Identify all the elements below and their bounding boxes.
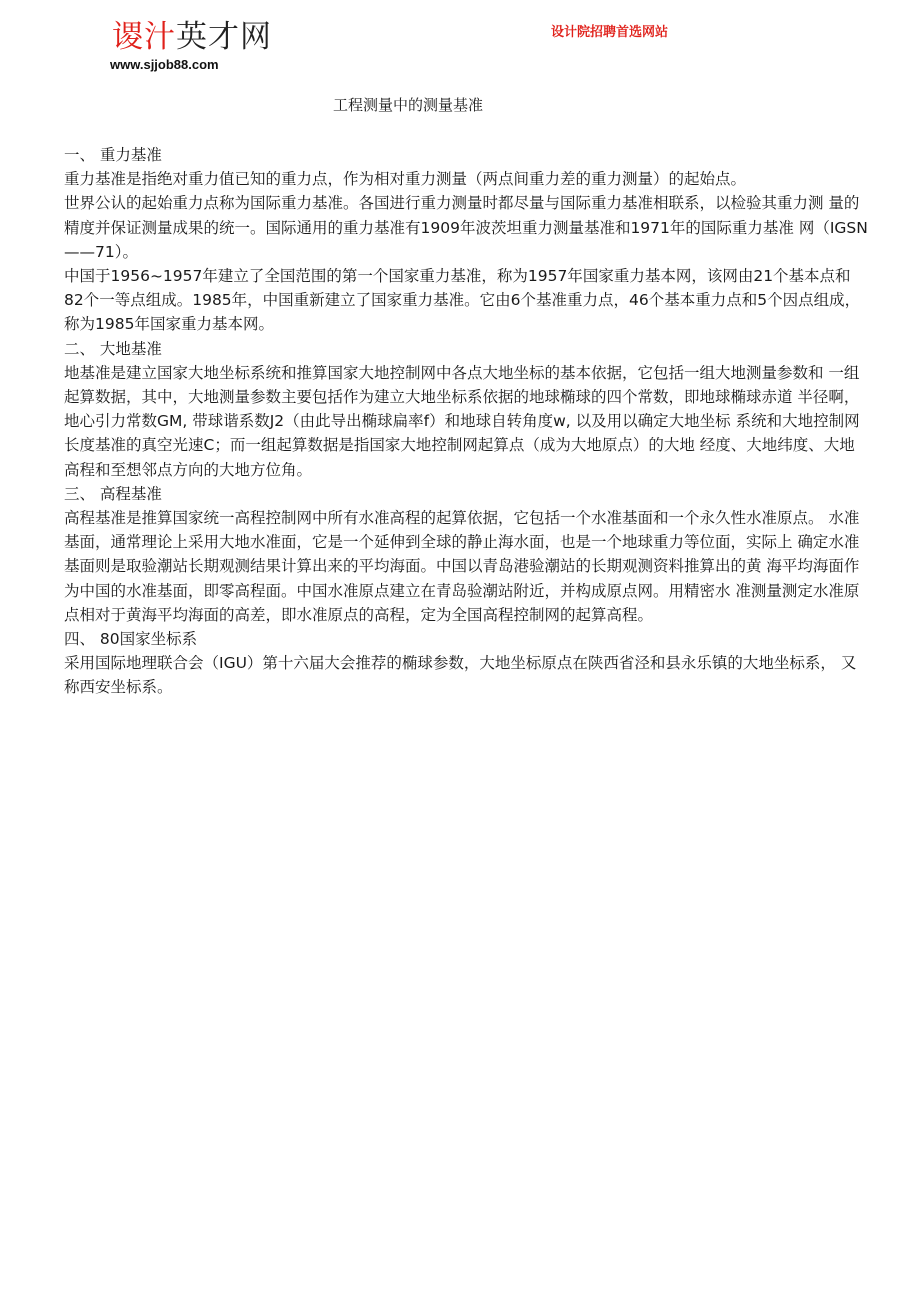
paragraph: 采用国际地理联合会（IGU）第十六届大会推荐的椭球参数，大地坐标原点在陕西省泾和县永乐镇的大地坐标系， 又称西安坐标系。 (64, 654, 857, 697)
document-body (64, 143, 870, 700)
section-heading-coordinate-system: 四、 80国家坐标系 (64, 630, 198, 649)
logo-dark-text: 英才网 (176, 19, 272, 55)
site-logo[interactable] (112, 18, 272, 56)
paragraph: 地基准是建立国家大地坐标系统和推算国家大地控制网中各点大地坐标的基本依据，它包括一组大地测量参数和 一组起算数据，其中，大地测量参数主要包括作为建立大地坐标系依据的地球椭球的四个常数，即地球椭球赤道 半径啊，地心引力常数GM, 带球谐系数J2（由此导出椭球扁率f）和地球自转角度w, 以及用以确定大地坐标 系统和大地控制网长度基准的真空光速C；而一组起算数据是指国家大地控制网起算点（成为大地原点）的大地 经度、大地纬度、大地高程和至想邻点方向的大地方位角。 (64, 363, 860, 479)
paragraph: 中国于1956~1957年建立了全国范围的第一个国家重力基准，称为1957年国家重力基本网，该网由21个基本点和82个一等点组成。1985年，中国重新建立了国家重力基准。它由6个基准重力点，46个基本重力点和5个因点组成，称为1985年国家重力基本网。 (64, 267, 861, 334)
page-header (0, 0, 920, 90)
section-heading-geodetic: 二、 大地基准 (64, 339, 162, 358)
document-title: 工程测量中的测量基准 (333, 96, 484, 114)
site-slogan: 设计院招聘首选网站 (551, 25, 669, 40)
paragraph: 高程基准是推算国家统一高程控制网中所有水准高程的起算依据，它包括一个水准基面和一个永久性水准原点。 水准基面，通常理论上采用大地水准面，它是一个延伸到全球的静止海水面，也是一个地球重力等位面，实际上 确定水准基面则是取验潮站长期观测结果计算出来的平均海面。中国以青岛港验潮站的长期观测资料推算出的黄 海平均海面作为中国的水准基面，即零高程面。中国水准原点建立在青岛验潮站附近，并构成原点网。用精密水 准测量测定水准原点相对于黄海平均海面的高差，即水准原点的高程，定为全国高程控制网的起算高程。 (64, 509, 860, 624)
paragraph: 世界公认的起始重力点称为国际重力基准。各国进行重力测量时都尽量与国际重力基准相联系，以检验其重力测 量的精度并保证测量成果的统一。国际通用的重力基准有1909年波茨坦重力测量基准和1971年的国际重力基准 网（IGSN——71）。 (64, 194, 868, 261)
section-heading-elevation: 三、 高程基准 (64, 484, 162, 503)
section-heading-gravity: 一、 重力基准 (64, 146, 162, 164)
site-url[interactable]: www.sjjob88.com (110, 57, 219, 72)
logo-red-text: 谡汁 (112, 19, 176, 55)
paragraph: 重力基准是指绝对重力值已知的重力点，作为相对重力测量（两点间重力差的重力测量）的起始点。 (64, 170, 747, 189)
